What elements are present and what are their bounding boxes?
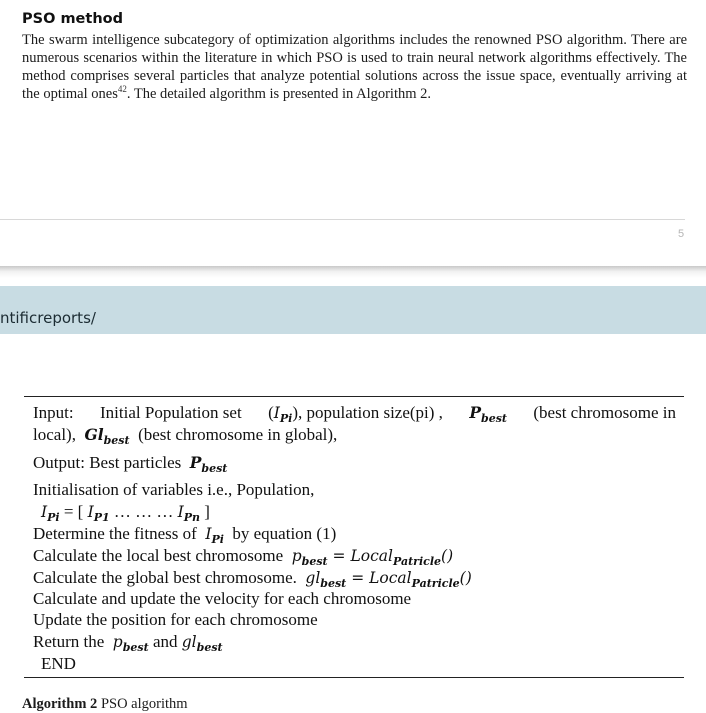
glbest-desc: (best chromosome in global), — [138, 425, 338, 444]
population-eq: = [ — [63, 502, 84, 521]
return-and: and — [152, 632, 178, 651]
page-number: 5 — [678, 228, 685, 240]
return-var2: $gl_{best}$ — [181, 633, 223, 655]
algo-end-line: END — [41, 654, 76, 673]
input-label: Input: — [33, 403, 74, 422]
algo-velocity-line: Calculate and update the velocity for each chromosome — [33, 589, 412, 608]
algo-init-line: Initialisation of variables i.e., Population, — [33, 480, 315, 499]
fitness-var: $I_{Pi}$ — [205, 525, 224, 547]
local-formula: $p_{best}$ = Local$_{Patricle}$() — [291, 547, 454, 569]
journal-url[interactable]: ntificreports/ — [0, 309, 96, 327]
caption-label: Algorithm 2 — [22, 696, 98, 712]
section-paragraph — [22, 31, 687, 103]
algorithm-caption — [22, 696, 188, 713]
paragraph-text: The swarm intelligence subcategory of optimization algorithms includes the renowned PSO algorithm. There are numerous scenarios within the literature in which PSO is used to train neural network algorithms effectively. The method comprises several particles that analyze potential solutions across the issue space, eventually arriving at the optimal ones — [22, 32, 687, 102]
global-formula: $gl_{best}$ = Local$_{Patricle}$() — [305, 569, 472, 591]
algo-input-line-2 — [33, 425, 337, 451]
caption-text: PSO algorithm — [100, 696, 188, 712]
section-heading: PSO method — [22, 11, 123, 27]
paragraph-tail: . The detailed algorithm is presented in Algorithm 2. — [126, 86, 432, 102]
return-text: Return the — [33, 632, 105, 651]
population-last: $I_{Pn}$ — [177, 503, 201, 525]
pbest-desc: (best chromosome in — [533, 403, 676, 422]
population-first: $I_{P1}$ — [87, 503, 110, 525]
page-break-shadow — [0, 266, 706, 278]
input-text: Initial Population set — [100, 403, 242, 422]
local-text: Calculate the local best chromosome — [33, 546, 284, 565]
input-line2-start: local), — [33, 425, 76, 444]
algo-position-line: Update the position for each chromosome — [33, 610, 318, 629]
input-var: $(I_{Pi})$, population size(pi) , — [268, 403, 443, 426]
citation-superscript[interactable]: 42 — [117, 84, 127, 95]
output-var: $P_{best}$ — [189, 453, 228, 476]
pbest-var: $P_{best}$ — [469, 403, 507, 426]
page-footer-divider — [0, 219, 685, 220]
glbest-var: $Gl_{best}$ — [84, 425, 130, 448]
population-close: ] — [204, 502, 210, 521]
population-lhs: $I_{Pi}$ — [41, 503, 60, 525]
fitness-tail: by equation (1) — [232, 524, 337, 543]
fitness-text: Determine the fitness of — [33, 524, 197, 543]
global-text: Calculate the global best chromosome. — [33, 568, 297, 587]
return-var1: $p_{best}$ — [112, 633, 149, 655]
page-header-banner — [0, 286, 706, 334]
population-dots: … … … — [113, 502, 174, 521]
algo-output-line — [33, 453, 227, 479]
output-text: Output: Best particles — [33, 453, 182, 472]
